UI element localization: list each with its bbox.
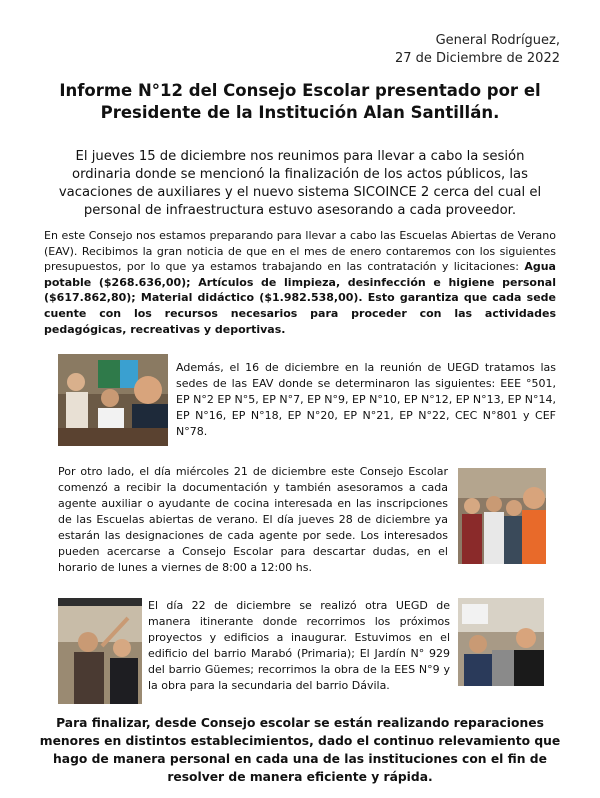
budget-text: En este Consejo nos estamos preparando para llevar a cabo las Escuelas Abiertas de Verano (EAV). Recibimos la gran noticia de que en el mes de enero contaremos con los siguientes presupuestos, por lo que ya estamos trabajando en las contratación y licitaciones: <box>44 229 556 274</box>
closing-paragraph: Para finalizar, desde Consejo escolar se están realizando reparaciones menores en distintos establecimientos, dado el continuo relevamiento que hago de manera personal en cada una de las instituciones con el fin de resolver de manera eficiente y rápida. <box>39 716 561 784</box>
uegd-sedes-paragraph: Además, el 16 de diciembre en la reunión de UEGD tratamos las sedes de las EAV donde se determinaron las siguientes: EEE °501, EP N°2 EP N°5, EP N°7, EP N°9, EP N°10, EP N°12, EP N°13, EP N°14, EP N°16, EP N°18, EP N°20, EP N°21, EP N°22, CEC N°801 y CEF N°78. <box>176 361 556 438</box>
tour-paragraph: El día 22 de diciembre se realizó otra UEGD de manera itinerante donde recorrimos los próximos proyectos y edificios a inaugurar. Estuvimos en el edificio del barrio Marabó (Primaria); El Jardín N° 929 del barrio Güemes; recorrimos la obra de la EES N°9 y la obra para la secundaria del barrio Dávila. <box>148 599 450 692</box>
photo-auxiliary-staff <box>458 468 546 564</box>
intro-paragraph: El jueves 15 de diciembre nos reunimos para llevar a cabo la sesión ordinaria donde se mencionó la finalización de los actos públicos, las vacaciones de auxiliares y el nuevo sistema SICOINCE 2 cerca del cual el personal de infraestructura estuvo asesorando a cada proveedor. <box>58 149 542 218</box>
title-line-2: Presidente de la Institución Alan Santillán. <box>100 103 500 122</box>
title-line-1: Informe N°12 del Consejo Escolar presentado por el <box>59 81 541 100</box>
photo-meeting-uegd <box>58 354 168 446</box>
report-title <box>40 80 560 124</box>
date-text: 27 de Diciembre de 2022 <box>394 51 560 66</box>
date-header <box>395 32 560 68</box>
photo-kitchen-visit <box>458 598 544 686</box>
photo-building-tour <box>58 598 142 704</box>
registration-paragraph: Por otro lado, el día miércoles 21 de diciembre este Consejo Escolar comenzó a recibir la documentación y también asesoramos a cada agente auxiliar o ayudante de cocina interesada en las inscripciones de las Escuelas abiertas de verano. El día jueves 28 de diciembre ya estarán las designaciones de cada agente por sede. Los interesados pueden acercarse a Consejo Escolar para descartar dudas, en el horario de lunes a viernes de 8:00 a 12:00 hs. <box>58 465 448 574</box>
budget-paragraph <box>44 228 556 337</box>
budget-bold-text: Agua potable ($268.636,00); Artículos de limpieza, desinfección e higiene personal ($617.862,80); Material didáctico ($1.982.538,00). Esto garantiza que cada sede cuente con los recursos necesarios para proceder con las actividades pedagógicas, recreativas y deportivas. <box>44 260 556 336</box>
location-text: General Rodríguez, <box>435 33 560 48</box>
